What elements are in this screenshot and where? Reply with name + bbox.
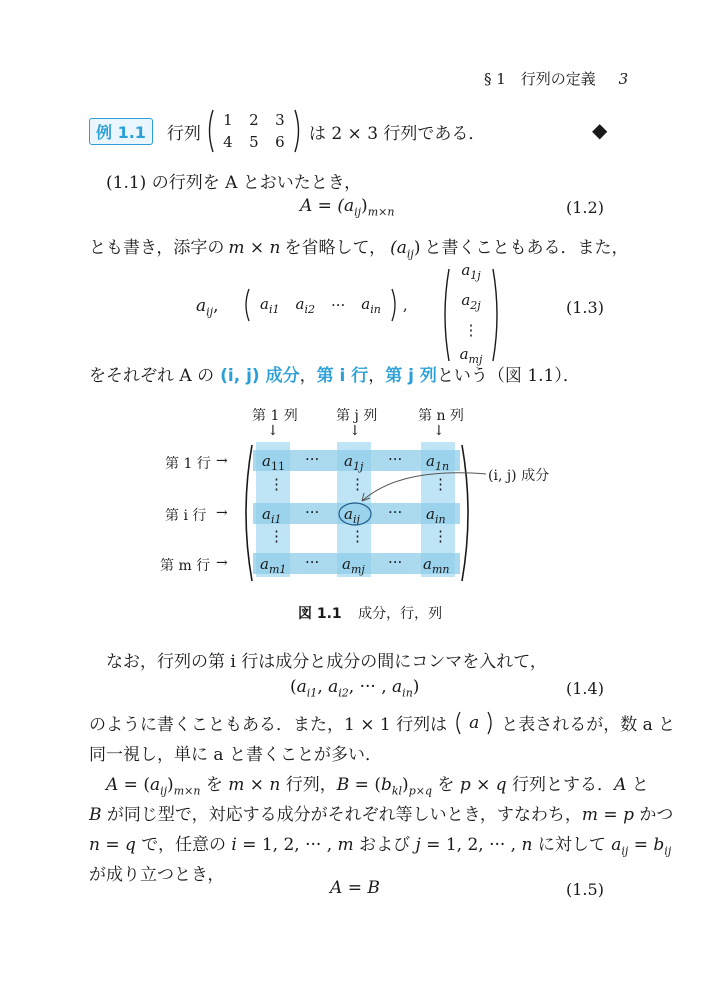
matrix-entry: $a_{1n}$ <box>426 452 450 473</box>
row-vector-entry: $a_{i1}$ <box>260 294 280 316</box>
matrix-cell: 2 <box>249 111 259 129</box>
paragraph-5-line-2: 同一視し，単に a と書くことが多い． <box>89 745 382 765</box>
row-label-i: 第 i 行 <box>165 508 207 524</box>
right-arrow-icon: → <box>216 453 228 469</box>
left-paren <box>242 287 250 323</box>
row-vector-dots: ··· <box>330 296 346 314</box>
equation-1-3-col-vector <box>440 258 502 372</box>
matrix-entry: $a_{i1}$ <box>262 505 282 526</box>
down-arrow-icon: ↓ <box>267 423 279 439</box>
term-column-j: 第 j 列 <box>385 366 437 386</box>
paragraph-3: をそれぞれ A の (i, j) 成分，第 i 行，第 j 列という（図 1.1）． <box>89 366 580 386</box>
equation-1-3-row-vector: $a_{i1}$ $a_{i2}$ ··· $a_{in}$ , <box>242 287 408 323</box>
section-title: § 1 行列の定義 <box>484 70 596 88</box>
matrix-left-paren <box>238 443 254 583</box>
matrix-entry: $a_{mn}$ <box>423 555 450 576</box>
matrix-vdots: ⋮ <box>433 475 448 493</box>
figure-1-1 <box>0 395 705 625</box>
col-label-j: 第 j 列 <box>336 408 378 424</box>
equation-number-1-3: (1.3) <box>566 298 604 317</box>
matrix-vdots: ⋮ <box>350 475 365 493</box>
figure-caption <box>298 603 442 623</box>
example-1-1 <box>89 108 485 154</box>
right-paren <box>492 267 502 363</box>
col-label-n: 第 n 列 <box>418 408 464 424</box>
row-vector-entry: $a_{in}$ <box>361 294 381 316</box>
down-arrow-icon: ↓ <box>349 423 361 439</box>
equation-1-2: $A = (a_{ij})_{m\times n}$ <box>300 196 395 219</box>
matrix-entry: $a_{m1}$ <box>260 555 287 576</box>
left-paren <box>440 267 450 363</box>
left-paren <box>205 108 215 154</box>
callout-arrow <box>330 457 500 529</box>
paragraph-5-line-1: のように書くこともある．また，1 × 1 行列は a と表されるが，数 a と <box>89 712 676 735</box>
matrix-cell: 5 <box>249 133 259 151</box>
matrix-vdots: ⋮ <box>350 527 365 545</box>
caption-text: 成分，行，列 <box>358 606 443 622</box>
equation-1-5: A = B <box>330 878 380 898</box>
matrix-dots: ··· <box>388 553 403 571</box>
equation-number-1-2: (1.2) <box>566 198 604 217</box>
equation-1-3-element: $a_{ij}$, <box>196 296 219 319</box>
example-text-after: は 2 × 3 行列である． <box>308 123 486 144</box>
col-label-1: 第 1 列 <box>252 408 298 424</box>
caption-label: 図 1.1 <box>298 606 342 622</box>
term-row-i: 第 i 行 <box>316 366 369 386</box>
row-vector-entry: $a_{i2}$ <box>295 294 315 316</box>
page-number: 3 <box>618 70 629 88</box>
matrix-dots: ··· <box>388 450 403 468</box>
row-label-m: 第 m 行 <box>160 558 211 574</box>
right-paren <box>391 287 399 323</box>
down-arrow-icon: ↓ <box>433 423 445 439</box>
col-vector-dots: ⋮ <box>463 321 479 339</box>
matrix-dots: ··· <box>388 503 403 521</box>
paragraph-2: とも書き，添字の m × n を省略して， $(a_{ij})$ と書くこともある．また， <box>89 238 629 261</box>
matrix-cell: 4 <box>223 133 233 151</box>
col-vector-entry: $a_{mj}$ <box>459 345 483 366</box>
row-label-1: 第 1 行 <box>165 456 211 472</box>
matrix-entry: $a_{11}$ <box>262 452 285 473</box>
col-vector-entry: $a_{2j}$ <box>461 291 481 312</box>
callout-label: (i, j) 成分 <box>488 468 550 484</box>
paragraph-4: なお，行列の第 i 行は成分と成分の間にコンマを入れて， <box>106 652 547 672</box>
paragraph-6-line-4: が成り立つとき， <box>89 865 225 885</box>
right-paren <box>487 711 495 735</box>
matrix-vdots: ⋮ <box>269 475 284 493</box>
example-text-before: 行列 <box>166 123 201 144</box>
equation-1-4: ($a_{i1}$, $a_{i2}$, ··· , $a_{in}$) <box>290 677 420 700</box>
matrix-cell: 3 <box>275 111 285 129</box>
col-vector-entry: $a_{1j}$ <box>461 261 481 282</box>
paragraph-6-line-3: n = q で，任意の i = 1, 2, ··· , m および j = 1, 2, ··· , n に対して $a_{ij} = b_{ij}$ <box>89 835 672 858</box>
matrix-entry: $a_{in}$ <box>426 505 446 526</box>
paragraph-1: (1.1) の行列を A とおいたとき， <box>106 173 362 193</box>
matrix-dots: ··· <box>305 553 320 571</box>
matrix-vdots: ⋮ <box>269 527 284 545</box>
example-label: 例 1.1 <box>89 118 153 145</box>
term-ij-component: (i, j) 成分 <box>220 366 300 386</box>
matrix-cell: 1 <box>223 111 233 129</box>
matrix-entry: $a_{mj}$ <box>342 555 365 576</box>
equation-number-1-4: (1.4) <box>566 679 604 698</box>
matrix-dots: ··· <box>305 503 320 521</box>
matrix-entry: $a_{1j}$ <box>344 452 364 473</box>
right-arrow-icon: → <box>216 555 228 571</box>
example-end-mark: ◆ <box>592 118 608 142</box>
matrix-dots: ··· <box>305 450 320 468</box>
paragraph-6-line-2: B が同じ型で，対応する成分がそれぞれ等しいとき，すなわち，m = p かつ <box>89 805 674 825</box>
example-matrix <box>215 109 293 153</box>
paragraph-6-line-1: $A = (a_{ij})_{m\times n}$ を m × n 行列，$B = (b_{kl})_{p\times q}$ を p × q 行列とする．A と <box>106 775 649 798</box>
running-header <box>484 68 628 89</box>
right-paren <box>293 108 303 154</box>
left-paren <box>453 711 461 735</box>
matrix-cell: 6 <box>275 133 285 151</box>
matrix-vdots: ⋮ <box>433 527 448 545</box>
right-arrow-icon: → <box>216 505 228 521</box>
equation-number-1-5: (1.5) <box>566 880 604 899</box>
matrix-entry-ij: $a_{ij}$ <box>344 505 360 526</box>
